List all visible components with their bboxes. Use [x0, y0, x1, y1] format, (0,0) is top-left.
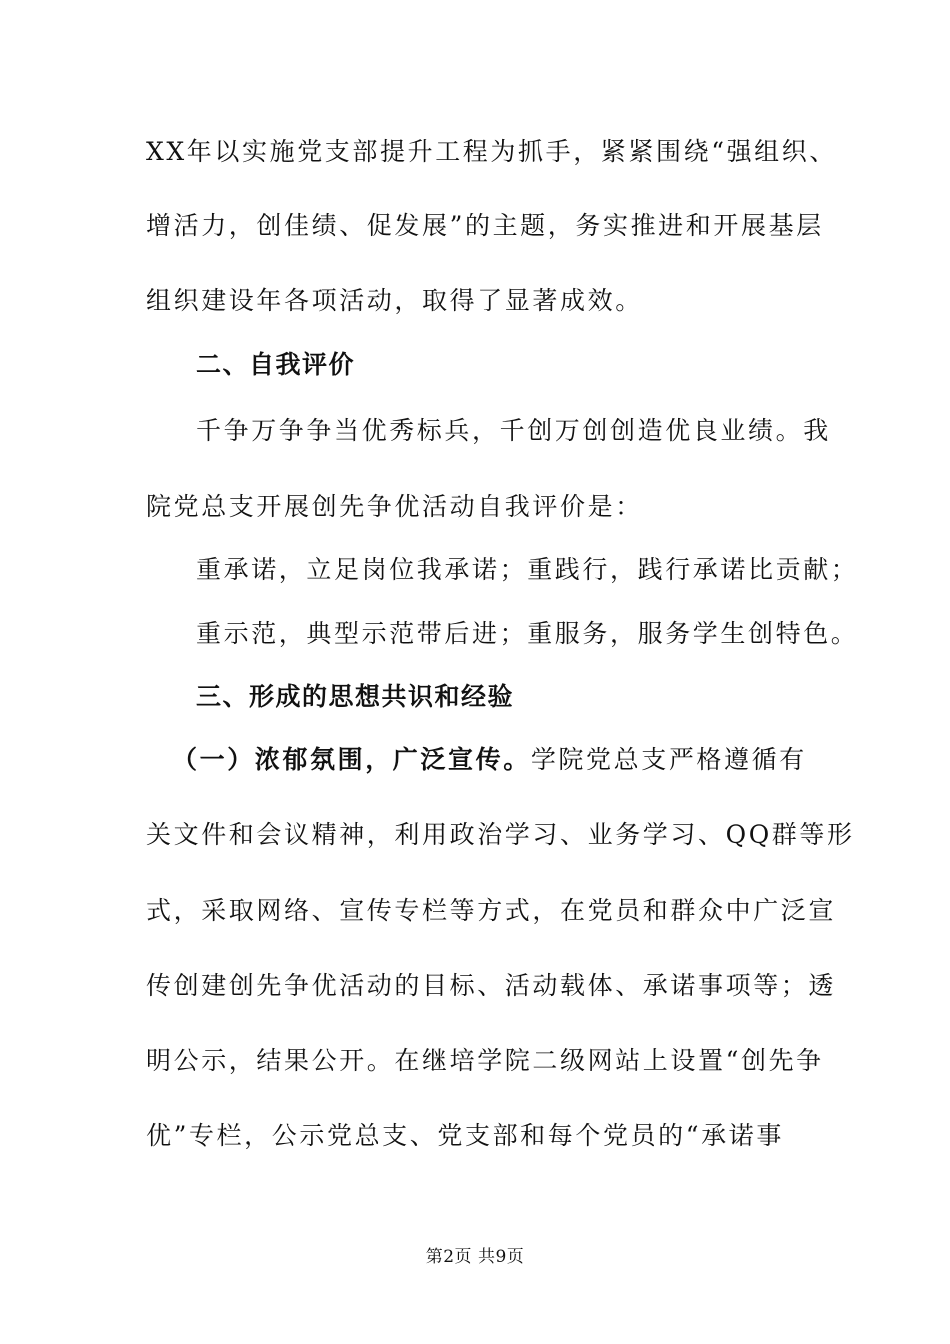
- paragraph-line: 明公示，结果公开。在继培学院二级网站上设置“创先争: [146, 1046, 824, 1075]
- paragraph-line: 重示范，典型示范带后进；重服务，服务学生创特色。: [196, 619, 859, 648]
- paragraph-line: 优”专栏，公示党总支、党支部和每个党员的“承诺事: [146, 1121, 784, 1150]
- paragraph-line: [172, 743, 816, 777]
- section-heading: 二、自我评价: [196, 350, 356, 379]
- section-heading: 三、形成的思想共识和经验: [196, 682, 515, 711]
- page-number-footer: 第2页 共9页: [425, 1247, 525, 1267]
- paragraph-line: 式，采取网络、宣传专栏等方式，在党员和群众中广泛宣: [146, 896, 837, 925]
- paragraph-line: 重承诺，立足岗位我承诺；重践行，践行承诺比贡献；: [196, 555, 859, 584]
- paragraph-line: 千争万争争当优秀标兵，千创万创创造优良业绩。我: [196, 416, 831, 445]
- paragraph-line: XX年以实施党支部提升工程为抓手，紧紧围绕“强组织、: [146, 137, 837, 166]
- paragraph-line: 组织建设年各项活动，取得了显著成效。: [146, 286, 643, 315]
- paragraph-text: 学院党总支严格遵循有: [530, 745, 807, 774]
- paragraph-line: 关文件和会议精神，利用政治学习、业务学习、QQ群等形: [146, 820, 855, 849]
- paragraph-line: 院党总支开展创先争优活动自我评价是：: [146, 492, 643, 521]
- paragraph-line: 传创建创先争优活动的目标、活动载体、承诺事项等；透: [146, 971, 837, 1000]
- paragraph-line: 增活力，创佳绩、促发展”的主题，务实推进和开展基层: [146, 211, 824, 240]
- subheading-bold: （一）浓郁氛围，广泛宣传。: [172, 745, 531, 774]
